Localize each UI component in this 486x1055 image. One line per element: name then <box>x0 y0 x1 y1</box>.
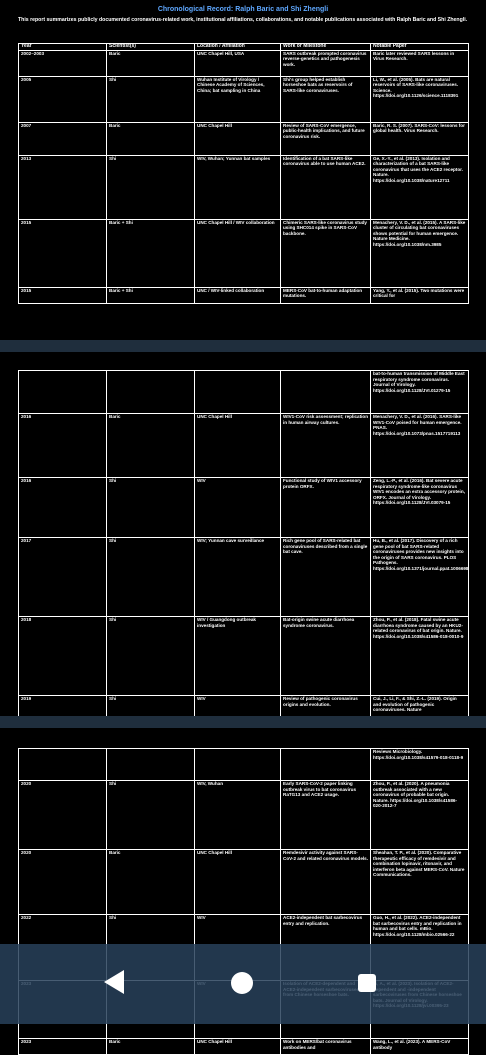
cell-paper: Baric, R. S. (2007). SARS-CoV: lessons for global health. Virus Research. <box>371 122 469 155</box>
cell-location: WIV, Wuhan; Yunnan bat samples <box>195 155 281 219</box>
table-row <box>19 371 469 414</box>
cell-work: Review of pathogenic coronavirus origins and evolution. <box>281 696 371 734</box>
chronology-table-page-2 <box>18 370 469 734</box>
cell-paper: Guo, H., et al. (2022). ACE2-independent bat sarbecovirus entry and replication in human and bat cells. mBio. https://doi.org/10.1128/mbio.02566-22 <box>371 915 469 981</box>
cell-paper: Cui, J., Li, F., & Shi, Z.-L. (2019). Origin and evolution of pathogenic coronaviruses. Nature <box>371 696 469 734</box>
cell-scientists: Baric <box>107 1039 195 1055</box>
table-row <box>19 219 469 287</box>
table-row <box>19 478 469 538</box>
table-row <box>19 1039 469 1055</box>
table-row <box>19 850 469 915</box>
cell-paper: Sheahan, T. P., et al. (2020). Comparative therapeutic efficacy of remdesivir and combination lopinavir, ritonavir, and interferon beta against MERS-CoV. Nature Communications. <box>371 850 469 915</box>
cell-scientists: Baric <box>107 414 195 478</box>
chronology-table-page-1 <box>18 43 469 304</box>
cell-year: 2013 <box>19 155 107 219</box>
table-row <box>19 155 469 219</box>
table-row <box>19 287 469 303</box>
cell-location: UNC Chapel Hill <box>195 122 281 155</box>
document-description: This report summarizes publicly documented coronavirus-related work, institutional affiliations, collaborations, and notable publications associated with Ralph Baric and Shi Zhengli. <box>18 17 468 23</box>
cell-paper: Menachery, V. D., et al. (2015). A SARS-like cluster of circulating bat coronaviruses shows potential for human emergence. Nature Medicine. https://doi.org/10.1038/nm.3985 <box>371 219 469 287</box>
cell-paper: Baric later reviewed SARS lessons in Virus Research. <box>371 50 469 76</box>
system-navigation-bar <box>0 944 486 1024</box>
cell-paper: Ge, X.-Y., et al. (2013). Isolation and characterization of a bat SARS-like coronavirus that uses the ACE2 receptor. Nature. https://doi.org/10.1038/nature12711 <box>371 155 469 219</box>
document-page-1 <box>0 0 486 340</box>
cell-year: 2002–2003 <box>19 50 107 76</box>
cell-year: 2022 <box>19 915 107 981</box>
header-year: Year <box>19 44 107 51</box>
cell-location: UNC / WIV-linked collaboration <box>195 287 281 303</box>
cell-work <box>281 749 371 781</box>
recents-square-icon[interactable] <box>358 974 376 992</box>
document-title: Chronological Record: Ralph Baric and Shi Zhengli <box>157 6 329 13</box>
table-row <box>19 749 469 781</box>
cell-location: WIV / Guangdong outbreak investigation <box>195 617 281 696</box>
cell-paper: Zhou, P., et al. (2018). Fatal swine acute diarrhoea syndrome caused by an HKU2-related coronavirus of bat origin. Nature. https://doi.org/10.1038/s41586-018-0010-9 <box>371 617 469 696</box>
cell-work: Chimeric SARS-like coronavirus study using SHC014 spike in SARS-CoV backbone. <box>281 219 371 287</box>
header-scientists: Scientist(s) <box>107 44 195 51</box>
cell-work: MERS-CoV bat-to-human adaptation mutations. <box>281 287 371 303</box>
cell-scientists: Shi <box>107 915 195 981</box>
header-work: Work or Milestone <box>281 44 371 51</box>
cell-location: WIV <box>195 915 281 981</box>
cell-paper: Yang, Y., et al. (2015). Two mutations were critical for <box>371 287 469 303</box>
page-separator <box>0 340 486 352</box>
cell-paper: Li, W., et al. (2005). Bats are natural reservoirs of SARS-like coronaviruses. Science. https://doi.org/10.1126/science.1118391 <box>371 76 469 122</box>
cell-year: 2005 <box>19 76 107 122</box>
cell-scientists: Baric + Shi <box>107 219 195 287</box>
cell-work: Functional study of WIV1 accessory protein ORFX. <box>281 478 371 538</box>
cell-location: Wuhan Institute of Virology / Chinese Academy of Sciences, China; bat sampling in China <box>195 76 281 122</box>
cell-scientists: Shi <box>107 478 195 538</box>
cell-work: Bat-origin swine acute diarrhoea syndrome coronavirus. <box>281 617 371 696</box>
cell-location <box>195 371 281 414</box>
cell-scientists: Shi <box>107 538 195 617</box>
cell-location: UNC Chapel Hill <box>195 1039 281 1055</box>
cell-location: WIV <box>195 696 281 734</box>
cell-location: UNC Chapel Hill / WIV collaboration <box>195 219 281 287</box>
table-row <box>19 50 469 76</box>
cell-work: Work on MERS/bat coronavirus antibodies and <box>281 1039 371 1055</box>
cell-year: 2018 <box>19 617 107 696</box>
cell-location <box>195 749 281 781</box>
cell-paper: Menachery, V. D., et al. (2016). SARS-like WIV1-CoV poised for human emergence. PNAS. https://doi.org/10.1073/pnas.1517719113 <box>371 414 469 478</box>
cell-year: 2015 <box>19 287 107 303</box>
cell-scientists <box>107 371 195 414</box>
cell-work: SARS outbreak prompted coronavirus reverse-genetics and pathogenesis work. <box>281 50 371 76</box>
cell-year: 2019 <box>19 696 107 734</box>
back-triangle-icon[interactable] <box>104 970 124 994</box>
table-row <box>19 781 469 850</box>
header-paper: Notable Paper <box>371 44 469 51</box>
cell-year: 2007 <box>19 122 107 155</box>
table-header-row <box>19 44 469 51</box>
cell-year: 2016 <box>19 478 107 538</box>
cell-location: WIV <box>195 478 281 538</box>
document-page-2 <box>0 352 486 717</box>
cell-paper: Zhou, P., et al. (2020). A pneumonia outbreak associated with a new coronavirus of probable bat origin. Nature. https://doi.org/10.1038/s41586-020-2012-7 <box>371 781 469 850</box>
cell-work: ACE2-independent bat sarbecovirus entry and replication. <box>281 915 371 981</box>
cell-location: WIV, Wuhan <box>195 781 281 850</box>
cell-scientists: Shi <box>107 76 195 122</box>
cell-paper: Wang, L., et al. (2023). A MERS-CoV antibody <box>371 1039 469 1055</box>
cell-year: 2023 <box>19 1039 107 1055</box>
table-row <box>19 538 469 617</box>
cell-work: Rich gene pool of SARS-related bat coronaviruses described from a single bat cave. <box>281 538 371 617</box>
cell-paper: Zeng, L.-P., et al. (2016). Bat severe acute respiratory syndrome-like coronavirus WIV1 encodes an extra accessory protein, ORFX. Journal of Virology. https://doi.org/10.1128/JVI.03079-15 <box>371 478 469 538</box>
cell-scientists: Shi <box>107 155 195 219</box>
table-row <box>19 122 469 155</box>
cell-scientists: Baric <box>107 50 195 76</box>
page-separator <box>0 716 486 728</box>
cell-work: Remdesivir activity against SARS-CoV-2 and related coronavirus models. <box>281 850 371 915</box>
cell-year: 2016 <box>19 414 107 478</box>
cell-work: Identification of a bat SARS-like coronavirus able to use human ACE2. <box>281 155 371 219</box>
cell-scientists: Baric <box>107 850 195 915</box>
cell-year: 2017 <box>19 538 107 617</box>
cell-location: UNC Chapel Hill <box>195 850 281 915</box>
cell-location: WIV; Yunnan cave surveillance <box>195 538 281 617</box>
cell-location: UNC Chapel Hill <box>195 414 281 478</box>
home-circle-icon[interactable] <box>231 972 253 994</box>
cell-location: UNC Chapel Hill, USA <box>195 50 281 76</box>
cell-scientists: Baric <box>107 122 195 155</box>
cell-scientists: Shi <box>107 696 195 734</box>
table-row <box>19 76 469 122</box>
cell-year: 2020 <box>19 781 107 850</box>
cell-year <box>19 371 107 414</box>
cell-scientists <box>107 749 195 781</box>
cell-work: WIV1-CoV risk assessment; replication in human airway cultures. <box>281 414 371 478</box>
cell-year: 2015 <box>19 219 107 287</box>
cell-work <box>281 371 371 414</box>
cell-work: Early SARS-CoV-2 paper linking outbreak virus to bat coronavirus RaTG13 and ACE2 usage. <box>281 781 371 850</box>
cell-scientists: Baric + Shi <box>107 287 195 303</box>
cell-year <box>19 749 107 781</box>
cell-paper: Reviews Microbiology. https://doi.org/10.1038/s41579-018-0118-9 <box>371 749 469 781</box>
cell-year: 2020 <box>19 850 107 915</box>
cell-scientists: Shi <box>107 617 195 696</box>
cell-work: Shi's group helped establish horseshoe bats as reservoirs of SARS-like coronaviruses. <box>281 76 371 122</box>
cell-paper: bat-to-human transmission of Middle East respiratory syndrome coronavirus. Journal of Virology. https://doi.org/10.1128/JVI.01279-15 <box>371 371 469 414</box>
table-row <box>19 617 469 696</box>
cell-paper: Hu, B., et al. (2017). Discovery of a rich gene pool of bat SARS-related coronaviruses provides new insights into the origin of SARS coronavirus. PLOS Pathogens. https://doi.org/10.1371/journal.ppat.1006698 <box>371 538 469 617</box>
cell-scientists: Shi <box>107 781 195 850</box>
cell-work: Review of SARS-CoV emergence, public-health implications, and future coronavirus risk. <box>281 122 371 155</box>
table-row <box>19 414 469 478</box>
header-location: Location / Affiliation <box>195 44 281 51</box>
